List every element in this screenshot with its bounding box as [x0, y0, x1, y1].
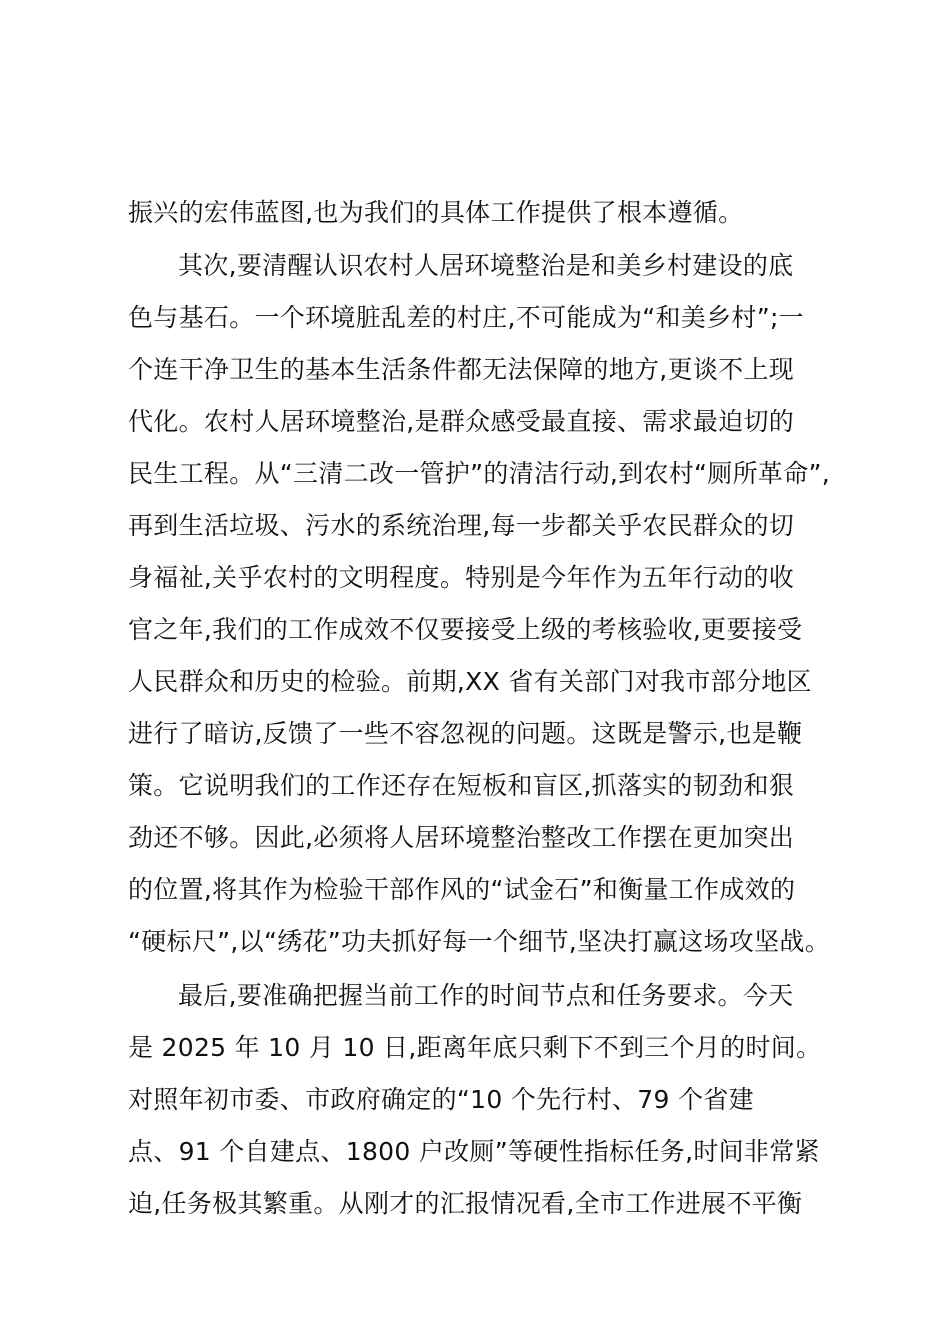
text-line: 人民群众和历史的检验。前期,XX 省有关部门对我市部分地区 [128, 667, 812, 696]
text-line: 再到生活垃圾、污水的系统治理,每一步都关乎农民群众的切 [128, 511, 795, 540]
text-line: 是 2025 年 10 月 10 日,距离年底只剩下不到三个月的时间。 [128, 1033, 822, 1062]
text-line: 身福祉,关乎农村的文明程度。特别是今年作为五年行动的收 [128, 563, 795, 592]
text-line: 民生工程。从“三清二改一管护”的清洁行动,到农村“厕所革命”, [128, 459, 831, 488]
text-line: 个连干净卫生的基本生活条件都无法保障的地方,更谈不上现 [128, 355, 795, 384]
text-line: 进行了暗访,反馈了一些不容忽视的问题。这既是警示,也是鞭 [128, 719, 803, 748]
text-line: 对照年初市委、市政府确定的“10 个先行村、79 个省建 [128, 1085, 754, 1114]
text-line: 迫,任务极其繁重。从刚才的汇报情况看,全市工作进展不平衡 [128, 1189, 803, 1218]
text-line: “硬标尺”,以“绣花”功夫抓好每一个细节,坚决打赢这场攻坚战。 [128, 927, 831, 956]
text-line: 其次,要清醒认识农村人居环境整治是和美乡村建设的底 [178, 251, 794, 280]
text-line: 官之年,我们的工作成效不仅要接受上级的考核验收,更要接受 [128, 615, 803, 644]
text-line: 点、91 个自建点、1800 户改厕”等硬性指标任务,时间非常紧 [128, 1137, 820, 1166]
text-line: 振兴的宏伟蓝图,也为我们的具体工作提供了根本遵循。 [128, 198, 744, 227]
text-line: 劲还不够。因此,必须将人居环境整治整改工作摆在更加突出 [128, 823, 795, 852]
text-line: 的位置,将其作为检验干部作风的“试金石”和衡量工作成效的 [128, 875, 796, 904]
text-line: 最后,要准确把握当前工作的时间节点和任务要求。今天 [178, 981, 794, 1010]
text-line: 策。它说明我们的工作还存在短板和盲区,抓落实的韧劲和狠 [128, 771, 795, 800]
text-line: 代化。农村人居环境整治,是群众感受最直接、需求最迫切的 [128, 407, 795, 436]
text-line: 色与基石。一个环境脏乱差的村庄,不可能成为“和美乡村”;一 [128, 303, 804, 332]
